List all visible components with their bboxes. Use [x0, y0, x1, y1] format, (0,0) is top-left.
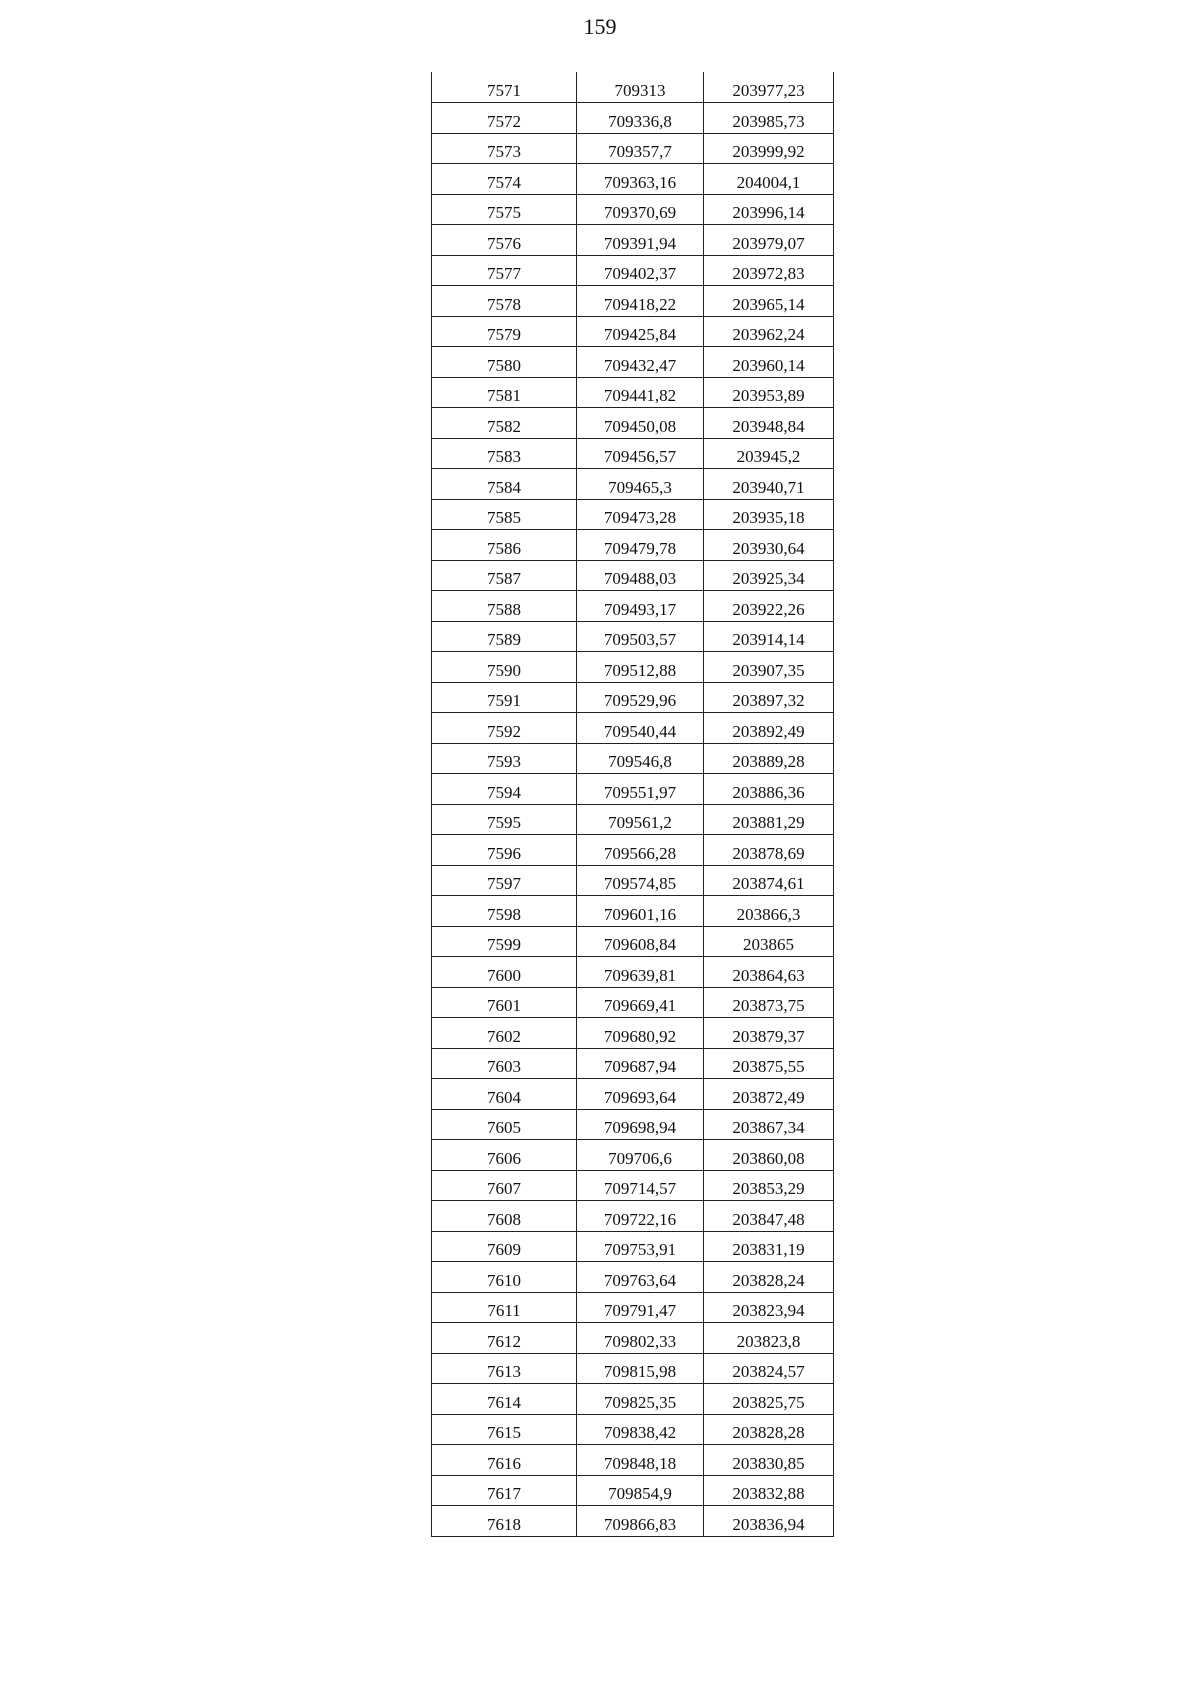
point-number-cell: 7605 — [432, 1109, 577, 1140]
x-coordinate-cell: 709493,17 — [577, 591, 704, 622]
point-number-cell: 7582 — [432, 408, 577, 439]
table-row — [432, 804, 834, 835]
y-coordinate-cell: 203828,28 — [704, 1414, 834, 1445]
point-number-cell: 7602 — [432, 1018, 577, 1049]
y-coordinate-cell: 203860,08 — [704, 1140, 834, 1171]
y-coordinate-cell: 203823,8 — [704, 1323, 834, 1354]
page-number: 159 — [583, 14, 617, 39]
x-coordinate-cell: 709479,78 — [577, 530, 704, 561]
x-coordinate-cell: 709866,83 — [577, 1506, 704, 1537]
table-row — [432, 1018, 834, 1049]
point-number-cell: 7593 — [432, 743, 577, 774]
x-coordinate-cell: 709441,82 — [577, 377, 704, 408]
y-coordinate-cell: 203930,64 — [704, 530, 834, 561]
x-coordinate-cell: 709601,16 — [577, 896, 704, 927]
table-row — [432, 1445, 834, 1476]
table-row — [432, 438, 834, 469]
point-number-cell: 7583 — [432, 438, 577, 469]
point-number-cell: 7591 — [432, 682, 577, 713]
table-row — [432, 1292, 834, 1323]
point-number-cell: 7607 — [432, 1170, 577, 1201]
y-coordinate-cell: 203979,07 — [704, 225, 834, 256]
point-number-cell: 7578 — [432, 286, 577, 317]
table-row — [432, 1506, 834, 1537]
x-coordinate-cell: 709802,33 — [577, 1323, 704, 1354]
y-coordinate-cell: 203889,28 — [704, 743, 834, 774]
point-number-cell: 7573 — [432, 133, 577, 164]
point-number-cell: 7589 — [432, 621, 577, 652]
point-number-cell: 7599 — [432, 926, 577, 957]
point-number-cell: 7600 — [432, 957, 577, 988]
x-coordinate-cell: 709706,6 — [577, 1140, 704, 1171]
coordinates-table — [431, 72, 834, 1537]
table-row — [432, 652, 834, 683]
y-coordinate-cell: 203878,69 — [704, 835, 834, 866]
table-row — [432, 743, 834, 774]
y-coordinate-cell: 203867,34 — [704, 1109, 834, 1140]
x-coordinate-cell: 709529,96 — [577, 682, 704, 713]
y-coordinate-cell: 203823,94 — [704, 1292, 834, 1323]
y-coordinate-cell: 203853,29 — [704, 1170, 834, 1201]
table-row — [432, 1231, 834, 1262]
point-number-cell: 7604 — [432, 1079, 577, 1110]
x-coordinate-cell: 709791,47 — [577, 1292, 704, 1323]
table-row — [432, 499, 834, 530]
table-row — [432, 1201, 834, 1232]
x-coordinate-cell: 709551,97 — [577, 774, 704, 805]
x-coordinate-cell: 709503,57 — [577, 621, 704, 652]
y-coordinate-cell: 203874,61 — [704, 865, 834, 896]
table-row — [432, 133, 834, 164]
table-row — [432, 774, 834, 805]
table-row — [432, 408, 834, 439]
point-number-cell: 7595 — [432, 804, 577, 835]
y-coordinate-cell: 203996,14 — [704, 194, 834, 225]
point-number-cell: 7579 — [432, 316, 577, 347]
point-number-cell: 7598 — [432, 896, 577, 927]
x-coordinate-cell: 709561,2 — [577, 804, 704, 835]
x-coordinate-cell: 709425,84 — [577, 316, 704, 347]
x-coordinate-cell: 709402,37 — [577, 255, 704, 286]
table-row — [432, 835, 834, 866]
table-row — [432, 1323, 834, 1354]
table-row — [432, 987, 834, 1018]
x-coordinate-cell: 709639,81 — [577, 957, 704, 988]
table-row — [432, 1475, 834, 1506]
x-coordinate-cell: 709825,35 — [577, 1384, 704, 1415]
table-row — [432, 896, 834, 927]
point-number-cell: 7584 — [432, 469, 577, 500]
x-coordinate-cell: 709693,64 — [577, 1079, 704, 1110]
y-coordinate-cell: 203985,73 — [704, 103, 834, 134]
table-row — [432, 1048, 834, 1079]
point-number-cell: 7588 — [432, 591, 577, 622]
y-coordinate-cell: 203864,63 — [704, 957, 834, 988]
table-row — [432, 72, 834, 103]
point-number-cell: 7571 — [432, 72, 577, 103]
point-number-cell: 7594 — [432, 774, 577, 805]
point-number-cell: 7603 — [432, 1048, 577, 1079]
x-coordinate-cell: 709763,64 — [577, 1262, 704, 1293]
y-coordinate-cell: 203999,92 — [704, 133, 834, 164]
x-coordinate-cell: 709363,16 — [577, 164, 704, 195]
x-coordinate-cell: 709722,16 — [577, 1201, 704, 1232]
x-coordinate-cell: 709854,9 — [577, 1475, 704, 1506]
x-coordinate-cell: 709680,92 — [577, 1018, 704, 1049]
y-coordinate-cell: 203872,49 — [704, 1079, 834, 1110]
y-coordinate-cell: 203832,88 — [704, 1475, 834, 1506]
y-coordinate-cell: 203828,24 — [704, 1262, 834, 1293]
x-coordinate-cell: 709488,03 — [577, 560, 704, 591]
y-coordinate-cell: 203897,32 — [704, 682, 834, 713]
y-coordinate-cell: 203940,71 — [704, 469, 834, 500]
table-row — [432, 316, 834, 347]
y-coordinate-cell: 203892,49 — [704, 713, 834, 744]
table-row — [432, 1140, 834, 1171]
y-coordinate-cell: 203830,85 — [704, 1445, 834, 1476]
x-coordinate-cell: 709540,44 — [577, 713, 704, 744]
x-coordinate-cell: 709456,57 — [577, 438, 704, 469]
table-row — [432, 164, 834, 195]
x-coordinate-cell: 709815,98 — [577, 1353, 704, 1384]
table-row — [432, 1262, 834, 1293]
x-coordinate-cell: 709418,22 — [577, 286, 704, 317]
point-number-cell: 7596 — [432, 835, 577, 866]
x-coordinate-cell: 709848,18 — [577, 1445, 704, 1476]
table-row — [432, 926, 834, 957]
y-coordinate-cell: 203960,14 — [704, 347, 834, 378]
table-row — [432, 1170, 834, 1201]
y-coordinate-cell: 203953,89 — [704, 377, 834, 408]
x-coordinate-cell: 709574,85 — [577, 865, 704, 896]
point-number-cell: 7586 — [432, 530, 577, 561]
table-row — [432, 1384, 834, 1415]
point-number-cell: 7614 — [432, 1384, 577, 1415]
point-number-cell: 7611 — [432, 1292, 577, 1323]
table-row — [432, 621, 834, 652]
x-coordinate-cell: 709566,28 — [577, 835, 704, 866]
table-row — [432, 469, 834, 500]
x-coordinate-cell: 709370,69 — [577, 194, 704, 225]
point-number-cell: 7587 — [432, 560, 577, 591]
y-coordinate-cell: 203879,37 — [704, 1018, 834, 1049]
y-coordinate-cell: 203965,14 — [704, 286, 834, 317]
point-number-cell: 7608 — [432, 1201, 577, 1232]
y-coordinate-cell: 203907,35 — [704, 652, 834, 683]
x-coordinate-cell: 709336,8 — [577, 103, 704, 134]
x-coordinate-cell: 709753,91 — [577, 1231, 704, 1262]
point-number-cell: 7612 — [432, 1323, 577, 1354]
point-number-cell: 7575 — [432, 194, 577, 225]
point-number-cell: 7580 — [432, 347, 577, 378]
point-number-cell: 7574 — [432, 164, 577, 195]
y-coordinate-cell: 203873,75 — [704, 987, 834, 1018]
x-coordinate-cell: 709512,88 — [577, 652, 704, 683]
table-row — [432, 377, 834, 408]
point-number-cell: 7610 — [432, 1262, 577, 1293]
x-coordinate-cell: 709313 — [577, 72, 704, 103]
y-coordinate-cell: 203866,3 — [704, 896, 834, 927]
x-coordinate-cell: 709687,94 — [577, 1048, 704, 1079]
x-coordinate-cell: 709546,8 — [577, 743, 704, 774]
y-coordinate-cell: 203825,75 — [704, 1384, 834, 1415]
point-number-cell: 7585 — [432, 499, 577, 530]
x-coordinate-cell: 709698,94 — [577, 1109, 704, 1140]
point-number-cell: 7576 — [432, 225, 577, 256]
point-number-cell: 7616 — [432, 1445, 577, 1476]
point-number-cell: 7615 — [432, 1414, 577, 1445]
point-number-cell: 7606 — [432, 1140, 577, 1171]
point-number-cell: 7592 — [432, 713, 577, 744]
table-row — [432, 194, 834, 225]
point-number-cell: 7609 — [432, 1231, 577, 1262]
y-coordinate-cell: 203948,84 — [704, 408, 834, 439]
point-number-cell: 7597 — [432, 865, 577, 896]
point-number-cell: 7617 — [432, 1475, 577, 1506]
y-coordinate-cell: 203922,26 — [704, 591, 834, 622]
table-row — [432, 347, 834, 378]
y-coordinate-cell: 203865 — [704, 926, 834, 957]
y-coordinate-cell: 203847,48 — [704, 1201, 834, 1232]
y-coordinate-cell: 203925,34 — [704, 560, 834, 591]
table-row — [432, 591, 834, 622]
coordinates-table-body — [432, 72, 834, 1536]
y-coordinate-cell: 203935,18 — [704, 499, 834, 530]
y-coordinate-cell: 203881,29 — [704, 804, 834, 835]
table-row — [432, 560, 834, 591]
point-number-cell: 7590 — [432, 652, 577, 683]
x-coordinate-cell: 709838,42 — [577, 1414, 704, 1445]
point-number-cell: 7572 — [432, 103, 577, 134]
table-row — [432, 1079, 834, 1110]
x-coordinate-cell: 709432,47 — [577, 347, 704, 378]
table-row — [432, 530, 834, 561]
y-coordinate-cell: 203831,19 — [704, 1231, 834, 1262]
y-coordinate-cell: 203962,24 — [704, 316, 834, 347]
x-coordinate-cell: 709450,08 — [577, 408, 704, 439]
table-row — [432, 957, 834, 988]
y-coordinate-cell: 203824,57 — [704, 1353, 834, 1384]
table-row — [432, 713, 834, 744]
point-number-cell: 7618 — [432, 1506, 577, 1537]
x-coordinate-cell: 709391,94 — [577, 225, 704, 256]
y-coordinate-cell: 203972,83 — [704, 255, 834, 286]
table-row — [432, 103, 834, 134]
table-row — [432, 255, 834, 286]
y-coordinate-cell: 203945,2 — [704, 438, 834, 469]
point-number-cell: 7577 — [432, 255, 577, 286]
point-number-cell: 7601 — [432, 987, 577, 1018]
table-row — [432, 865, 834, 896]
x-coordinate-cell: 709465,3 — [577, 469, 704, 500]
table-row — [432, 286, 834, 317]
y-coordinate-cell: 203886,36 — [704, 774, 834, 805]
x-coordinate-cell: 709473,28 — [577, 499, 704, 530]
table-row — [432, 1353, 834, 1384]
point-number-cell: 7613 — [432, 1353, 577, 1384]
table-row — [432, 1109, 834, 1140]
x-coordinate-cell: 709357,7 — [577, 133, 704, 164]
x-coordinate-cell: 709669,41 — [577, 987, 704, 1018]
table-row — [432, 682, 834, 713]
x-coordinate-cell: 709608,84 — [577, 926, 704, 957]
table-row — [432, 1414, 834, 1445]
y-coordinate-cell: 203836,94 — [704, 1506, 834, 1537]
table-row — [432, 225, 834, 256]
y-coordinate-cell: 203977,23 — [704, 72, 834, 103]
y-coordinate-cell: 203875,55 — [704, 1048, 834, 1079]
point-number-cell: 7581 — [432, 377, 577, 408]
y-coordinate-cell: 204004,1 — [704, 164, 834, 195]
x-coordinate-cell: 709714,57 — [577, 1170, 704, 1201]
y-coordinate-cell: 203914,14 — [704, 621, 834, 652]
